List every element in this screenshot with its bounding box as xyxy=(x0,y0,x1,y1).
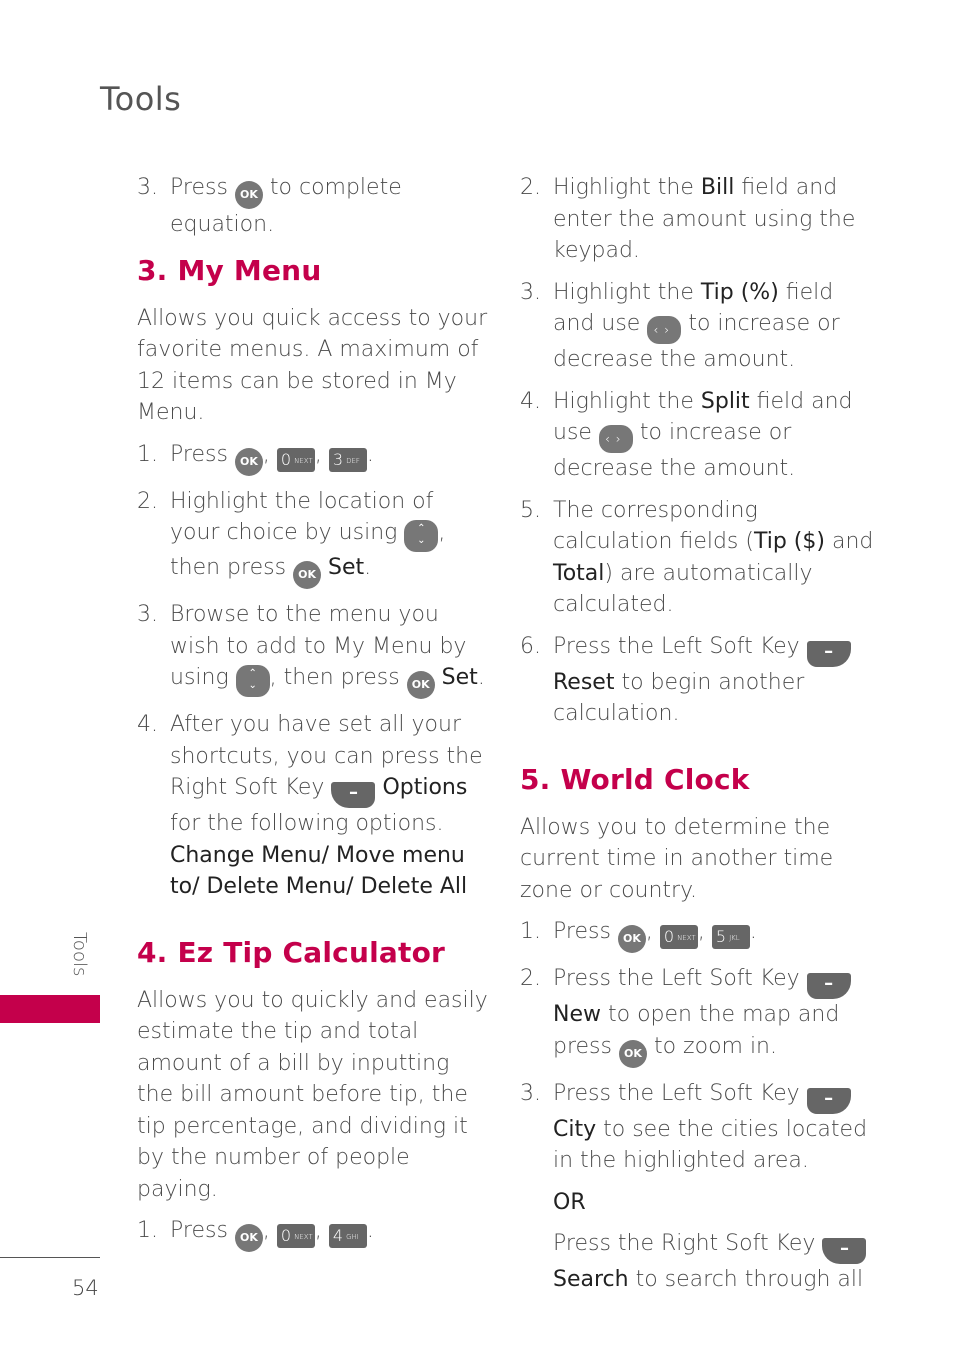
four-key-icon: 4 $^{GHI}$ xyxy=(329,1224,367,1248)
footer-rule xyxy=(0,1257,100,1258)
list-item: 2. Press the Left Soft Key – New to open the map and press OK to zoom in. xyxy=(520,963,875,1068)
or-separator: OR xyxy=(553,1189,586,1215)
list-item: 1. Press OK , 0 $^{NEXT}$ , 4 $^{GHI}$ . xyxy=(137,1215,489,1252)
list-item: 3. Press OK to complete equation. xyxy=(137,172,489,241)
left-soft-key-icon: – xyxy=(807,1088,851,1114)
step-number: 3. xyxy=(137,175,158,200)
section-heading-world-clock: 5. World Clock xyxy=(520,762,750,796)
left-soft-key-icon: – xyxy=(807,973,851,999)
list-item: 2. Highlight the location of your choice by using ⌃ ⌄ , then press OK Set. xyxy=(137,486,489,590)
list-item: 3. Highlight the Tip (%) field and use ‹› to increase or decrease the amount. xyxy=(520,279,840,372)
list-item: 5. The corresponding calculation fields (Tip ($) and Total) are automatically calculated. xyxy=(520,497,874,617)
section-description: Allows you to determine the current time in another time zone or country. xyxy=(520,814,834,903)
page-number: 54 xyxy=(72,1276,99,1300)
zero-key-icon: 0 $^{NEXT}$ xyxy=(660,925,698,949)
list-item: 3. Press the Left Soft Key – City to see the cities located in the highlighted area. OR Press the Right Soft Key – Search to search through all xyxy=(520,1078,875,1296)
three-key-icon: 3 $^{DEF}$ xyxy=(329,448,367,472)
list-item: 1. Press OK , 0 $^{NEXT}$ , 3 $^{DEF}$ . xyxy=(137,439,489,476)
zero-key-icon: 0 $^{NEXT}$ xyxy=(277,448,315,472)
list-item: 3. Browse to the menu you wish to add to My Menu by using ⌃ ⌄ , then press OK Set. xyxy=(137,599,489,699)
right-soft-key-icon: – xyxy=(331,782,375,808)
side-section-label: Tools xyxy=(69,932,90,977)
right-soft-key-icon: – xyxy=(822,1238,866,1264)
ok-key-icon: OK xyxy=(235,181,263,209)
list-item: 1. Press OK , 0 $^{NEXT}$ , 5 $^{JKL}$ . xyxy=(520,916,875,953)
ok-key-icon: OK xyxy=(619,1040,647,1068)
nav-up-down-icon: ⌃ ⌄ xyxy=(404,520,438,552)
nav-left-right-icon: ‹› xyxy=(647,316,681,344)
nav-up-down-icon: ⌃ ⌄ xyxy=(236,665,270,697)
ok-key-icon: OK xyxy=(618,925,646,953)
ok-key-icon: OK xyxy=(407,671,435,699)
five-key-icon: 5 $^{JKL}$ xyxy=(712,925,750,949)
list-item: 6. Press the Left Soft Key – Reset to begin another calculation. xyxy=(520,631,875,730)
side-tab-marker xyxy=(0,995,100,1023)
list-item: 4. After you have set all your shortcuts, you can press the Right Soft Key – Options for the following options. Change Menu/ Move menu to/ Delete Menu/ Delete All xyxy=(137,712,483,899)
left-column xyxy=(137,172,489,1262)
section-heading-my-menu: 3. My Menu xyxy=(137,253,322,287)
section-description: Allows you to quickly and easily estimate the tip and total amount of a bill by inputting the bill amount before tip, the tip percentage, and dividing it by the number of people paying. xyxy=(137,987,488,1202)
ok-key-icon: OK xyxy=(293,561,321,589)
list-item: 2. Highlight the Bill field and enter the amount using the keypad. xyxy=(520,175,856,263)
section-description: Allows you quick access to your favorite menus. A maximum of 12 items can be stored in My Menu. xyxy=(137,305,488,425)
list-item: 4. Highlight the Split field and use ‹› to increase or decrease the amount. xyxy=(520,388,853,481)
ok-key-icon: OK xyxy=(235,448,263,476)
left-soft-key-icon: – xyxy=(807,641,851,667)
nav-left-right-icon: ‹› xyxy=(599,425,633,453)
options-list: Change Menu/ Move menu to/ Delete Menu/ Delete All xyxy=(170,842,468,899)
zero-key-icon: 0 $^{NEXT}$ xyxy=(277,1224,315,1248)
right-column xyxy=(520,172,875,1306)
ok-key-icon: OK xyxy=(235,1224,263,1252)
section-heading-ez-tip: 4. Ez Tip Calculator xyxy=(137,935,446,969)
page-title: Tools xyxy=(100,80,182,118)
